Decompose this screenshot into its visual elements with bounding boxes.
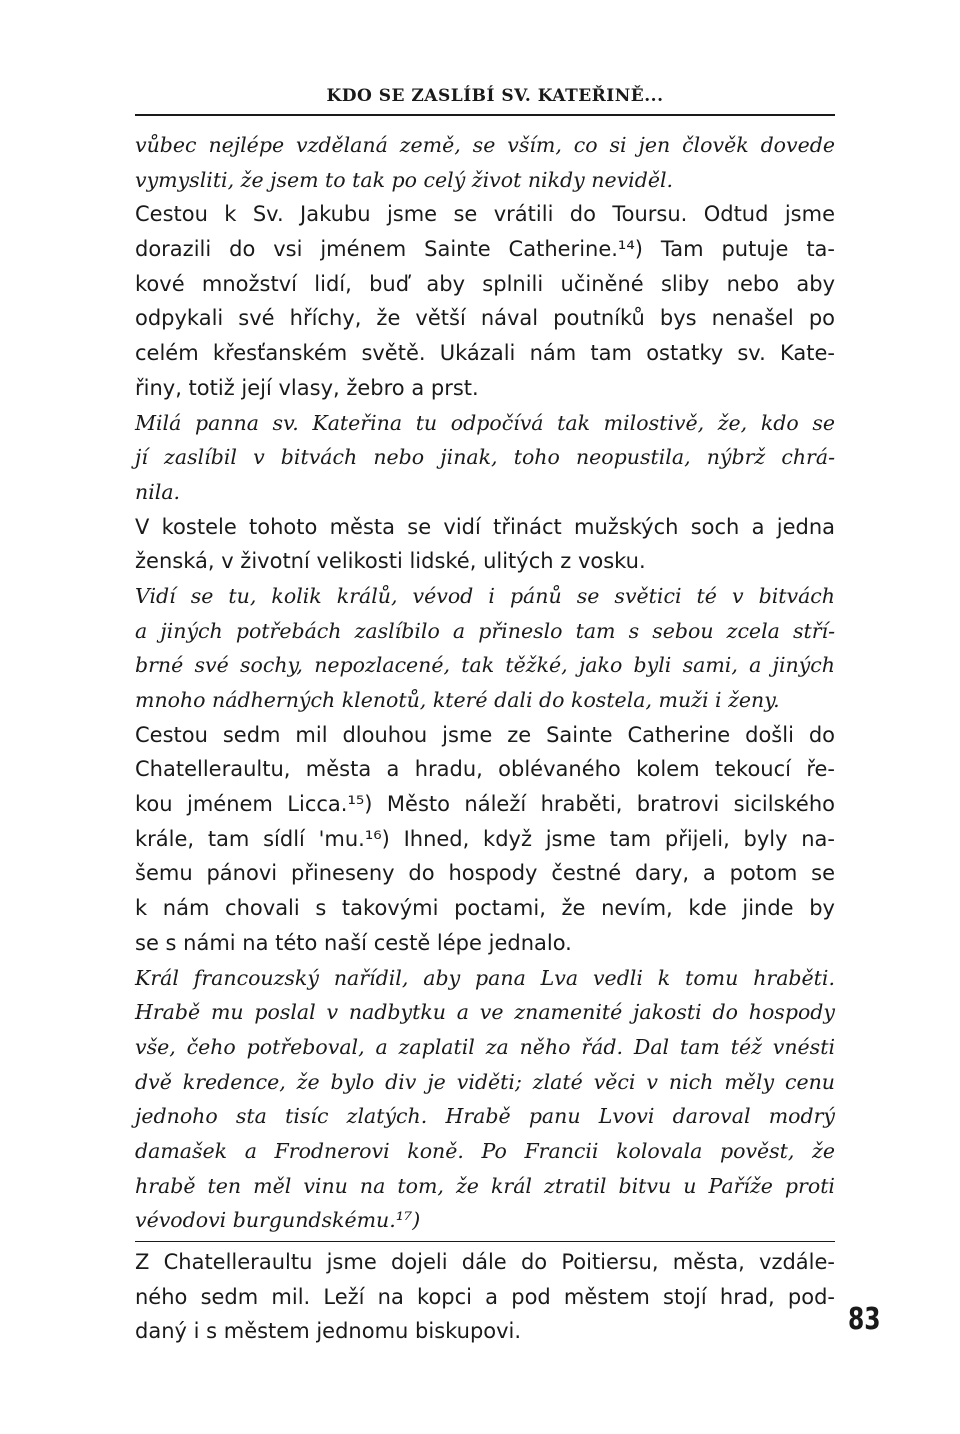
italic-text-line: Král francouzský nařídil, aby pana Lva vedli k tomu hraběti. [135,965,835,990]
italic-text-line: Vidí se tu, kolik králů, vévod i pánů se světici té v bitvách [135,583,835,608]
text-line: krále, tam sídlí 'mu.¹⁶) Ihned, když jsme tam přijeli, byly na- [135,826,835,851]
text-line: řiny, totiž její vlasy, žebro a prst. [135,375,479,400]
text-line: ženská, v životní velikosti lidské, ulitých z vosku. [135,549,646,574]
italic-text-line: nila. [135,479,181,504]
italic-text-line: vůbec nejlépe vzdělaná země, se vším, co si jen člověk dovede [135,133,835,157]
body-text [135,128,835,1349]
text-line: dorazili do vsi jménem Sainte Catherine.¹⁴) Tam putuje ta- [135,237,835,262]
page-number: 83 [848,1302,881,1337]
italic-text-line: vymysliti, že jsem to tak po celý život nikdy neviděl. [135,167,674,192]
section-divider [135,1241,835,1242]
text-line: šemu pánovi přineseny do hospody čestné dary, a potom se [135,861,835,886]
italic-text-line: Hrabě mu poslal v nadbytku a ve znamenité jakosti do hospody [135,1000,835,1025]
text-line: daný i s městem jednomu biskupovi. [135,1319,522,1344]
text-line: V kostele tohoto města se vidí třináct mužských soch a jedna [135,514,835,539]
italic-text-line: vše, čeho potřeboval, a zaplatil za něho řád. Dal tam též vnésti [135,1034,835,1059]
italic-text-line: damašek a Frodnerovi koně. Po Francii kolovala pověst, že [135,1138,835,1163]
text-line: Chatelleraultu, města a hradu, oblévaného kolem tekoucí ře- [135,757,835,782]
italic-text-line: brné své sochy, nepozlacené, tak těžké, jako byli sami, a jiných [135,653,835,678]
text-line: se s námi na této naší cestě lépe jednalo. [135,930,572,955]
italic-text-line: dvě kredence, že bylo div je viděti; zlaté věci v nich měly cenu [135,1069,835,1094]
italic-text-line: jednoho sta tisíc zlatých. Hrabě panu Lvovi daroval modrý [135,1104,835,1129]
text-line: Cestou sedm mil dlouhou jsme ze Sainte Catherine došli do [135,722,835,747]
text-line: kou jménem Licca.¹⁵) Město náleží hraběti, bratrovi sicilského [135,792,835,817]
italic-text-line: vévodovi burgundskému.¹⁷) [135,1208,421,1233]
header-rule [135,114,835,116]
text-line: celém křesťanském světě. Ukázali nám tam ostatky sv. Kate- [135,341,835,366]
italic-text-line: Milá panna sv. Kateřina tu odpočívá tak milostivě, že, kdo se [135,410,835,435]
text-line: Z Chatelleraultu jsme dojeli dále do Poitiersu, města, vzdále- [135,1250,835,1274]
text-line: kové množství lidí, buď aby splnili učiněné sliby nebo aby [135,271,835,296]
italic-text-line: jí zaslíbil v bitvách nebo jinak, toho neopustila, nýbrž chrá- [135,445,835,470]
text-line: Cestou k Sv. Jakubu jsme se vrátili do Toursu. Odtud jsme [135,202,835,227]
italic-text-line: mnoho nádherných klenotů, které dali do kostela, muži i ženy. [135,688,780,712]
text-line: ného sedm mil. Leží na kopci a pod městem stojí hrad, pod- [135,1284,835,1309]
running-header: KDO SE ZASLÍBÍ SV. KATEŘINĚ... [326,86,664,106]
text-line: odpykali své hříchy, že větší nával poutníků bys nenašel po [135,306,835,331]
italic-text-line: a jiných potřebách zaslíbilo a přineslo tam s sebou zcela stří- [135,618,835,643]
text-line: k nám chovali s takovými poctami, že nevím, kde jinde by [135,896,835,921]
italic-text-line: hrabě ten měl vinu na tom, že král ztratil bitvu u Paříže proti [135,1173,835,1198]
